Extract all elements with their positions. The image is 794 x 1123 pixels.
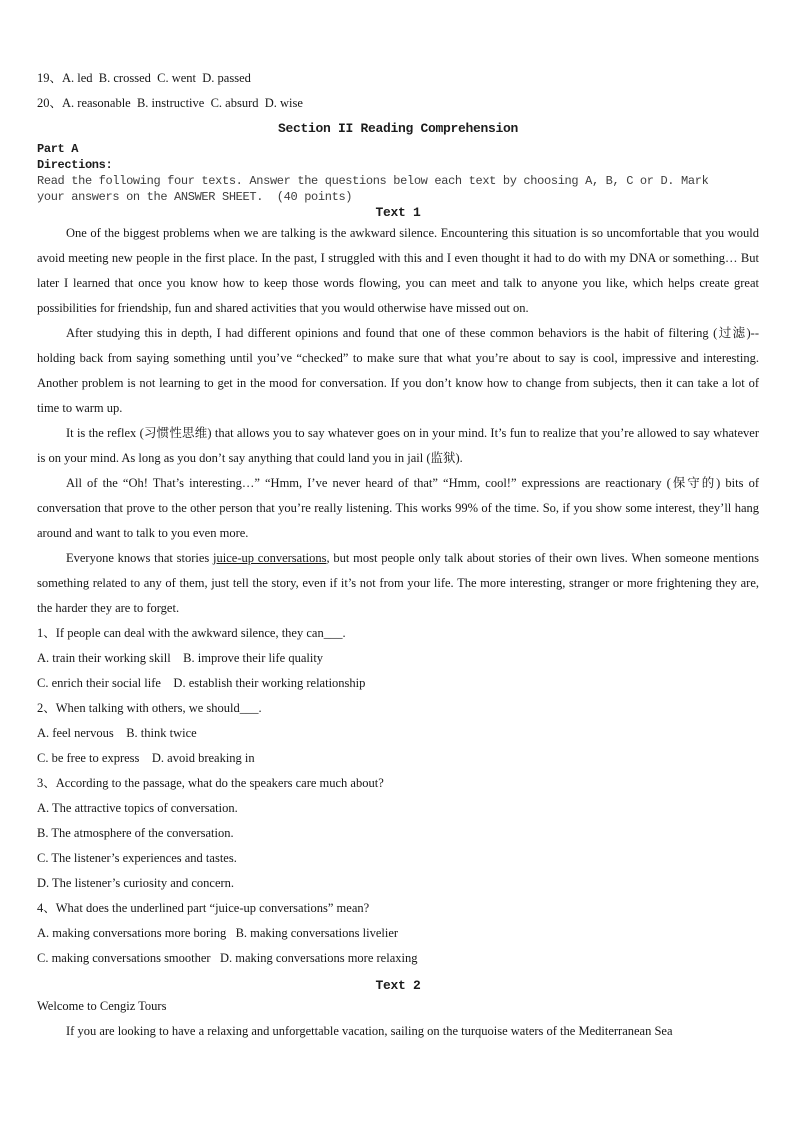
question-4-options-line-1: A. making conversations more boring B. making conversations livelier — [37, 926, 399, 940]
question-1-options-line-2: C. enrich their social life D. establish their working relationship — [37, 676, 366, 690]
question-1-options-line-1: A. train their working skill B. improve their life quality — [37, 651, 324, 665]
directions-line-1: Read the following four texts. Answer the questions below each text by choosing A, B, C or D. Mark — [37, 174, 709, 188]
text1-heading: Text 1 — [375, 205, 421, 220]
text1-paragraph-3: It is the reflex (习惯性思维) that allows you to say whatever goes on in your mind. It’s fun to realize that you’re allowed to say whatever is on your mind. As long as you don’t say anything that could land you in jail (监狱). — [37, 426, 759, 465]
paragraph-5-text-after: , but most people only talk about stories of their own lives. When someone mentions something related to any of them, just tell the story, even if it’s not from your life. The more interesting, stranger or more frightening they are, the harder they are to forget. — [37, 551, 759, 615]
question-2-options-line-2: C. be free to express D. avoid breaking in — [37, 751, 255, 765]
text2-intro: Welcome to Cengiz Tours — [37, 999, 167, 1013]
question-1-stem: 1、If people can deal with the awkward silence, they can___. — [37, 626, 346, 640]
part-label: Part A — [37, 142, 79, 156]
text1-paragraph-5 — [37, 546, 759, 621]
question-4-stem: 4、What does the underlined part “juice-up conversations” mean? — [37, 901, 370, 915]
question-2-options-line-1: A. feel nervous B. think twice — [37, 726, 197, 740]
text1-paragraph-4: All of the “Oh! That’s interesting…” “Hmm, I’ve never heard of that” “Hmm, cool!” expressions are reactionary (保守的) bits of conversation that prove to the other person that you’re really listening. This works 99% of the time. So, if you show some interest, they’ll hang around and want to talk to you even more. — [37, 476, 759, 540]
question-3-option-a: A. The attractive topics of conversation. — [37, 801, 238, 815]
question-3-option-d: D. The listener’s curiosity and concern. — [37, 876, 235, 890]
text2-first-line: If you are looking to have a relaxing and unforgettable vacation, sailing on the turquoise waters of the Mediterranean Sea — [66, 1024, 673, 1038]
paragraph-5-text-before: Everyone knows that stories — [66, 551, 214, 565]
question-2-stem: 2、When talking with others, we should___. — [37, 701, 262, 715]
cloze-question-20: 20、A. reasonable B. instructive C. absurd D. wise — [37, 96, 303, 110]
underlined-phrase: juice-up conversations — [213, 551, 327, 565]
question-3-option-b: B. The atmosphere of the conversation. — [37, 826, 234, 840]
directions-line-2: your answers on the ANSWER SHEET. (40 points) — [37, 190, 353, 204]
question-3-stem: 3、According to the passage, what do the speakers care much about? — [37, 776, 384, 790]
directions-label: Directions: — [37, 158, 113, 172]
text2-heading: Text 2 — [375, 978, 421, 993]
section-title: Section II Reading Comprehension — [277, 121, 519, 136]
cloze-question-19: 19、A. led B. crossed C. went D. passed — [37, 71, 251, 85]
text1-paragraph-2: After studying this in depth, I had different opinions and found that one of these common behaviors is the habit of filtering (过滤)--holding back from saying something until you’ve “checked” to make sure that what you’re about to say is cool, impressive and interesting. Another problem is not learning to get in the mood for conversation. If you don’t know how to change from subjects, then it can take a lot of time to warm up. — [37, 326, 759, 415]
question-4-options-line-2: C. making conversations smoother D. making conversations more relaxing — [37, 951, 418, 965]
question-3-option-c: C. The listener’s experiences and tastes. — [37, 851, 237, 865]
text1-paragraph-1: One of the biggest problems when we are talking is the awkward silence. Encountering this situation is so uncomfortable that you would avoid meeting new people in the first place. In the past, I struggled with this and I even thought it had to do with my DNA or something… But later I learned that once you know how to keep those words flowing, you can meet and talk to anyone you like, which helps create great possibilities for friendship, fun and shared activities that you would otherwise have missed out on. — [37, 226, 759, 315]
